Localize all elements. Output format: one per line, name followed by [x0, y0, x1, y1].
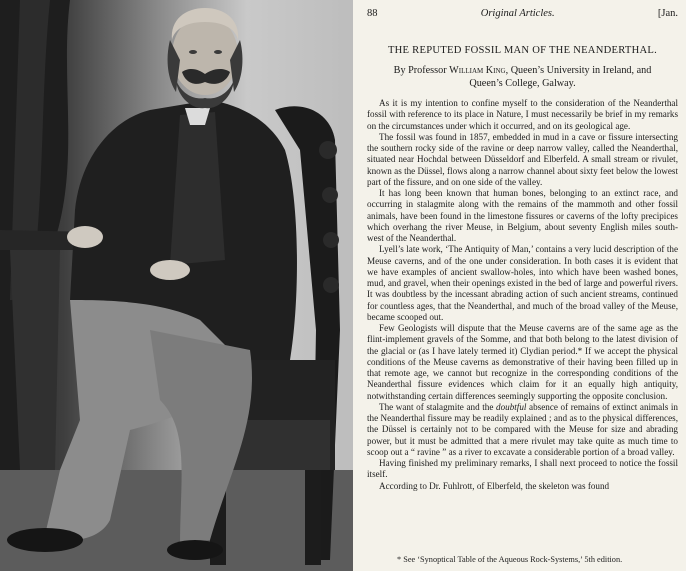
author-name: William King: [449, 65, 506, 76]
paragraph: Having finished my preliminary remarks, I shall next proceed to notice the fossil itself.: [367, 458, 678, 480]
running-title: Original Articles.: [480, 8, 555, 19]
paragraph: As it is my intention to confine myself to the consideration of the Neanderthal fossil with reference to its place in Nature, I must necessarily be brief in my remarks on the circumstances under which it occurred, and on its geological age.: [367, 98, 678, 131]
byline-prefix: By Professor: [393, 65, 450, 76]
paragraph: It has long been known that human bones, belonging to an extinct race, and occurring in stalagmite along with the remains of the mammoth and other fossil animals, have been found in the limestone fissures or caverns of the lofty precipices which overhang the river Meuse, in Belgium, about seventy English miles south-west of the Neanderthal.: [367, 188, 678, 243]
byline-affiliation: , Queen’s University in Ireland, and: [505, 65, 652, 76]
paragraph-text: absence of remains of extinct animals in the Neanderthal fissure may be readily explained ; and as to the physical differences, the Düssel is certainly not to be compared with the Meuse for size and abrading power, but it must be admitted that a mere rivulet may take quite as much time to scoop out a “ ravine ” as a river to excavate a considerable portion of a broad valley.: [367, 401, 678, 457]
paragraph: [367, 402, 678, 458]
journal-page: [353, 0, 686, 571]
paragraph: According to Dr. Fuhlrott, of Elberfeld, the skeleton was found: [379, 480, 610, 491]
byline: [367, 65, 678, 90]
emphasis: doubtful: [496, 401, 527, 412]
paragraph: Lyell’s late work, ‘The Antiquity of Man,’ contains a very lucid description of the Meuse caverns, and of the one under consideration. In both cases it is evident that we have examples of ancient swallow-holes, into which have been washed bones, mud, and gravel, when their openings existed in the bed of large and powerful rivers. It was doubtless by the incessant abrading action of such ancient streams, continued for countless ages, that the Neanderthal, and much of the broad valley of the Meuse, became scooped out.: [367, 244, 678, 322]
byline-college: Queen’s College, Galway.: [469, 77, 576, 89]
paragraph: The fossil was found in 1857, embedded in mud in a cave or fissure intersecting the southern rocky side of the ravine or deep narrow valley, called the Neanderthal, situated near Hochdal between Düsseldorf and Elberfeld. A small stream or rivulet, known as the Düssel, flows along a narrow channel about sixty feet below the lowest part of the fissure, and on one side of the valley.: [367, 131, 678, 187]
article-title: THE REPUTED FOSSIL MAN OF THE NEANDERTHAL.: [387, 45, 658, 56]
page-number: 88: [367, 8, 378, 19]
article-body: [367, 98, 678, 492]
paragraph: Few Geologists will dispute that the Meuse caverns are of the same age as the flint-implement gravels of the Somme, and that both belong to the latest division of the glacial or (as I have lately termed it) Clydian period.* If we accept the physical conditions of the Meuse caverns as demonstrative of their having been filled up in that remote age, we cannot but recognize in the corresponding conditions of the Neanderthal fissure evidences which claim for it an equally high antiquity, notwithstanding certain differences seemingly supporting the opposite conclusion.: [367, 323, 678, 401]
paragraph-text: The want of stalagmite and the: [379, 401, 497, 412]
running-date: [Jan.: [657, 8, 678, 19]
footnote: * See ‘Synoptical Table of the Aqueous Rock-Systems,’ 5th edition.: [397, 555, 623, 564]
running-head: [367, 8, 678, 28]
